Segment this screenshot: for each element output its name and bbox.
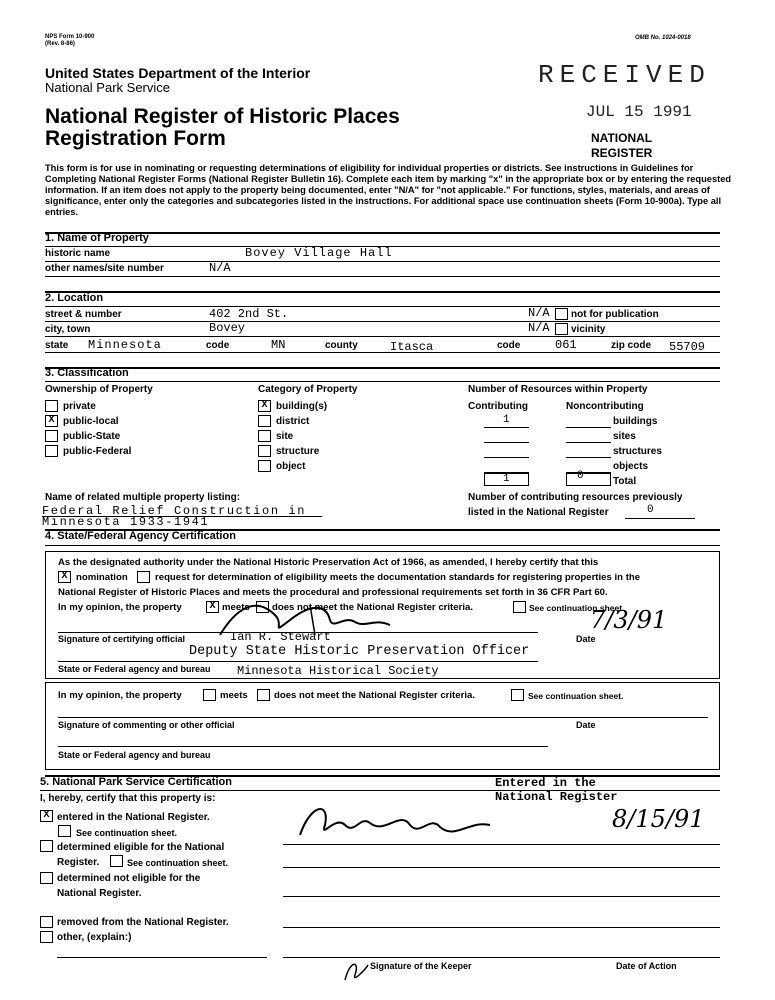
keeper-signature-icon	[290, 795, 510, 845]
section5-title: 5. National Park Service Certification	[40, 776, 232, 788]
entered-continuation-checkbox[interactable]	[58, 825, 71, 837]
rule	[45, 381, 720, 382]
comment-does-not-meet-checkbox[interactable]	[257, 689, 270, 701]
ownership-public-federal-label: public-Federal	[63, 446, 132, 457]
vicinity-value: N/A	[528, 321, 550, 335]
rule	[283, 896, 720, 897]
does-not-meet-label: does not meet the National Register criteria.	[272, 602, 473, 613]
street-label: street & number	[45, 309, 122, 320]
resource-sites-label: sites	[613, 431, 636, 442]
rule	[45, 545, 720, 546]
rule	[45, 336, 720, 337]
county-code-label: code	[497, 340, 521, 351]
rule	[283, 844, 720, 845]
stamp-national: NATIONAL	[591, 131, 653, 145]
noncontributing-total-value[interactable]: 0	[577, 470, 584, 482]
certification-paragraph-line2: request for determination of eligibility meets the documentation standards for registering properties in the	[155, 572, 641, 583]
vicinity-checkbox[interactable]	[555, 323, 568, 335]
rule	[45, 261, 720, 262]
category-object-checkbox[interactable]	[258, 460, 271, 472]
category-structure-checkbox[interactable]	[258, 445, 271, 457]
resources-heading: Number of Resources within Property	[468, 384, 648, 395]
certification-paragraph-line1: As the designated authority under the National Historic Preservation Act of 1966, as amended, I hereby certify that this	[58, 557, 599, 568]
category-site-label: site	[276, 431, 294, 442]
other-checkbox[interactable]	[40, 931, 53, 943]
ownership-heading: Ownership of Property	[45, 384, 153, 395]
multiple-listing-label: Name of related multiple property listing:	[45, 492, 241, 503]
determination-request-checkbox[interactable]	[137, 571, 150, 583]
entered-checkbox[interactable]: X	[40, 810, 53, 822]
entered-continuation-label: See continuation sheet.	[76, 828, 178, 838]
stamp-register: REGISTER	[591, 146, 653, 160]
resource-structures-label: structures	[613, 446, 662, 457]
rule	[58, 717, 708, 718]
section3-title: 3. Classification	[45, 367, 129, 379]
resource-objects-label: objects	[613, 461, 649, 472]
agency-label: State or Federal agency and bureau	[58, 664, 211, 674]
continuation-sheet-label: See continuation sheet.	[529, 603, 625, 613]
rule	[566, 457, 611, 458]
state-label: state	[45, 340, 69, 351]
city-value[interactable]: Bovey	[209, 321, 246, 335]
multiple-listing-value-line1[interactable]: Federal Relief Construction in	[42, 504, 307, 518]
state-code-label: code	[206, 340, 230, 351]
other-names-value[interactable]: N/A	[209, 261, 231, 275]
rule	[45, 367, 720, 369]
county-code-value[interactable]: 061	[555, 338, 577, 352]
comment-opinion-label: In my opinion, the property	[58, 690, 182, 701]
rule	[45, 352, 720, 353]
rule	[45, 276, 720, 277]
determined-eligible-register-label: Register.	[57, 857, 100, 868]
previously-listed-value[interactable]: 0	[647, 504, 654, 516]
determined-eligible-label: determined eligible for the National	[57, 842, 225, 853]
category-building-checkbox[interactable]: X	[258, 400, 271, 412]
zip-label: zip code	[611, 340, 652, 351]
certifying-signature-label: Signature of certifying official	[58, 634, 186, 644]
ownership-public-local-checkbox[interactable]: X	[45, 415, 58, 427]
meets-checkbox[interactable]: X	[206, 601, 219, 613]
section1-title: 1. Name of Property	[45, 232, 149, 244]
eligible-continuation-checkbox[interactable]	[110, 855, 123, 867]
not-eligible-register-label: National Register.	[57, 888, 142, 899]
contributing-heading: Contributing	[468, 401, 528, 412]
previously-listed-label-line2: listed in the National Register	[468, 507, 609, 518]
not-for-publication-label: not for publication	[571, 309, 659, 320]
county-label: county	[325, 340, 358, 351]
commenting-date-label: Date	[576, 720, 596, 730]
category-site-checkbox[interactable]	[258, 430, 271, 442]
rule	[45, 291, 720, 293]
date-of-action-label: Date of Action	[616, 961, 677, 971]
removed-checkbox[interactable]	[40, 916, 53, 928]
rule	[484, 427, 529, 428]
form-title-line1: National Register of Historic Places	[45, 105, 400, 128]
section2-title: 2. Location	[45, 292, 104, 304]
city-label: city, town	[45, 324, 91, 335]
certifying-official-name[interactable]: Ian R. Stewart	[230, 630, 331, 644]
determined-eligible-checkbox[interactable]	[40, 840, 53, 852]
resource-buildings-label: buildings	[613, 416, 658, 427]
rule	[45, 306, 720, 307]
commenting-signature-label: Signature of commenting or other official	[58, 720, 235, 730]
rule	[566, 427, 611, 428]
nomination-checkbox[interactable]: X	[58, 571, 71, 583]
ownership-public-federal-checkbox[interactable]	[45, 445, 58, 457]
received-stamp: RECEIVED	[538, 60, 711, 90]
other-names-label: other names/site number	[45, 263, 164, 274]
contributing-total-value[interactable]: 1	[503, 473, 510, 485]
state-code-value[interactable]: MN	[271, 338, 286, 352]
meets-label: meets	[222, 602, 250, 613]
category-object-label: object	[276, 461, 306, 472]
omb-number: OMB No. 1024-0018	[635, 35, 691, 41]
resource-total-label: Total	[613, 476, 637, 487]
contributing-buildings-value[interactable]: 1	[503, 414, 510, 426]
section4-title: 4. State/Federal Agency Certification	[45, 530, 236, 542]
form-title-line2: Registration Form	[45, 127, 226, 150]
category-structure-label: structure	[276, 446, 320, 457]
historic-name-value[interactable]: Bovey Village Hall	[245, 246, 393, 260]
entered-stamp-line1: Entered in the	[495, 776, 596, 790]
ownership-private-checkbox[interactable]	[45, 400, 58, 412]
rule	[484, 442, 529, 443]
ownership-public-state-checkbox[interactable]	[45, 430, 58, 442]
received-date: JUL 15 1991	[586, 103, 692, 121]
removed-label: removed from the National Register.	[57, 917, 229, 928]
rule	[484, 457, 529, 458]
form-revision: (Rev. 8-86)	[45, 41, 75, 47]
rule	[58, 661, 538, 662]
instructions-paragraph: This form is for use in nominating or requesting determinations of eligibility for individual properties or districts. See instructions in Guidelines for Completing National Register Forms (National Register Bulletin 16). Complete each item by marking "x" in the appropriate box or by entering the requested information. If an item does not apply to the property being documented, enter "N/A" for "not applicable." For functions, styles, materials, and areas of significance, enter only the categories and subcategories listed in the instructions. For additional space use continuation sheets (Form 10-900a). Type all entries.	[45, 163, 732, 217]
comment-meets-checkbox[interactable]	[203, 689, 216, 701]
entered-stamp-line2: National Register	[495, 790, 618, 804]
rule	[45, 321, 720, 322]
ownership-private-label: private	[63, 401, 96, 412]
category-district-label: district	[276, 416, 310, 427]
official-title[interactable]: Deputy State Historic Preservation Officer	[189, 644, 530, 659]
category-building-label: building(s)	[276, 401, 328, 412]
nomination-label: nomination	[76, 572, 128, 583]
category-heading: Category of Property	[258, 384, 358, 395]
certification-paragraph-line3: National Register of Historic Places and meets the procedural and professional requirements set forth in 36 CFR Part 60.	[58, 587, 608, 598]
not-eligible-label: determined not eligible for the	[57, 873, 201, 884]
certification-date-label: Date	[576, 634, 596, 644]
nps-intro-label: I, hereby, certify that this property is:	[40, 793, 216, 804]
opinion-label: In my opinion, the property	[58, 602, 182, 613]
continuation-sheet-checkbox[interactable]	[513, 601, 526, 613]
form-number: NPS Form 10-900	[45, 34, 95, 40]
noncontributing-total-box	[566, 473, 611, 486]
vicinity-label: vicinity	[571, 324, 606, 335]
rule	[40, 790, 720, 791]
comment-does-not-meet-label: does not meet the National Register criteria.	[274, 690, 475, 701]
category-district-checkbox[interactable]	[258, 415, 271, 427]
keeper-signature-label: Signature of the Keeper	[370, 961, 472, 971]
certification-date[interactable]: 7/3/91	[590, 606, 668, 634]
not-eligible-checkbox[interactable]	[40, 872, 53, 884]
comment-continuation-checkbox[interactable]	[511, 689, 524, 701]
previously-listed-label-line1: Number of contributing resources previously	[468, 492, 683, 503]
rule	[625, 518, 695, 519]
other-label: other, (explain:)	[57, 932, 132, 943]
state-value[interactable]: Minnesota	[88, 338, 162, 352]
rule	[57, 957, 267, 958]
rule	[566, 442, 611, 443]
rule	[283, 867, 720, 868]
service-name: National Park Service	[45, 80, 170, 95]
action-date[interactable]: 8/15/91	[612, 805, 705, 833]
keeper-initials-icon	[340, 955, 370, 985]
entered-label: entered in the National Register.	[57, 812, 210, 823]
agency2-label: State or Federal agency and bureau	[58, 750, 211, 760]
department-name: United States Department of the Interior	[45, 65, 311, 81]
eligible-continuation-label: See continuation sheet.	[127, 858, 229, 868]
not-for-publication-value: N/A	[528, 306, 550, 320]
comment-meets-label: meets	[220, 690, 248, 701]
multiple-listing-value-line2[interactable]: Minnesota 1933-1941	[42, 515, 210, 529]
street-value[interactable]: 402 2nd St.	[209, 307, 289, 321]
ownership-public-local-label: public-local	[63, 416, 119, 427]
agency-value[interactable]: Minnesota Historical Society	[237, 664, 439, 678]
not-for-publication-checkbox[interactable]	[555, 308, 568, 320]
county-value[interactable]: Itasca	[390, 340, 434, 354]
rule	[283, 927, 720, 928]
rule	[58, 746, 548, 747]
zip-value[interactable]: 55709	[669, 340, 706, 354]
historic-name-label: historic name	[45, 248, 111, 259]
comment-continuation-label: See continuation sheet.	[528, 691, 624, 701]
ownership-public-state-label: public-State	[63, 431, 121, 442]
noncontributing-heading: Noncontributing	[566, 401, 644, 412]
